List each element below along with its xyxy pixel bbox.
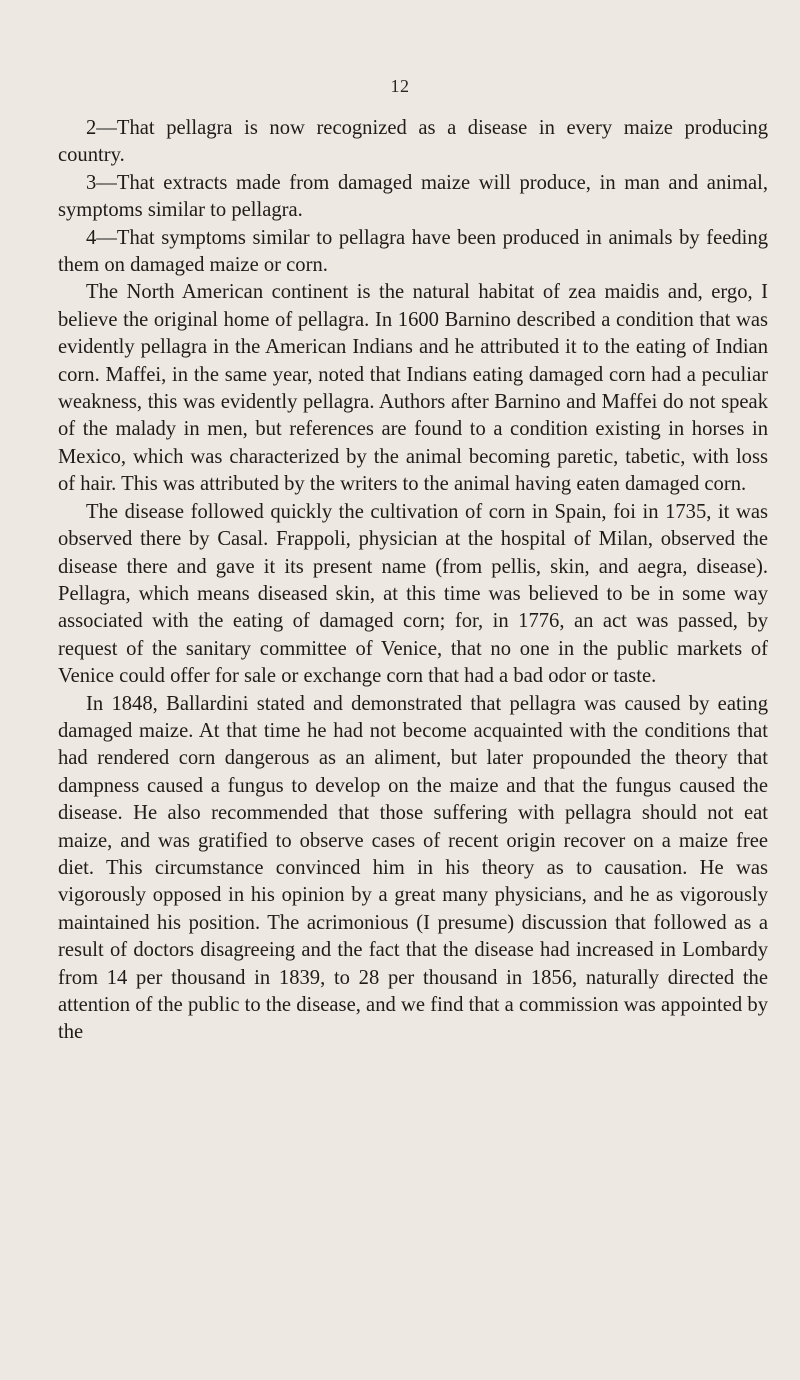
paragraph-ballardini: In 1848, Ballardini stated and demonstrated that pellagra was caused by eating damaged maize. At that time he had not become acquainted with the conditions that had rendered corn dangerous as an aliment, but later propounded the theory that dampness caused a fungus to develop on the maize and that the fungus caused the disease. He also recommended that those suffering with pellagra should not eat maize, and was gratified to observe cases of recent origin recover on a maize free diet. This circumstance convinced him in his theory as to causation. He was vigorously opposed in his opinion by a great many physicians, and he as vigorously maintained his position. The acrimonious (I presume) discussion that followed as a result of doctors disagreeing and the fact that the disease had increased in Lombardy from 14 per thousand in 1839, to 28 per thousand in 1856, naturally directed the attention of the public to the disease, and we find that a commission was appointed by the <box>58 692 768 1044</box>
paragraph-finding-4: 4—That symptoms similar to pellagra have been produced in animals by feeding them on damaged maize or corn. <box>58 226 768 277</box>
paragraph-finding-3: 3—That extracts made from damaged maize will produce, in man and animal, symptoms similar to pellagra. <box>58 171 768 222</box>
paragraph-north-america: The North American continent is the natural habitat of zea maidis and, ergo, I believe the original home of pellagra. In 1600 Barnino described a condition that was evidently pellagra in the American Indians and he attributed it to the eating of Indian corn. Maffei, in the same year, noted that Indians eating damaged corn had a peculiar weakness, this was evidently pellagra. Authors after Barnino and Maffei do not speak of the malady in men, but references are found to a condition existing in horses in Mexico, which was characterized by the animal becoming paretic, tabetic, with loss of hair. This was attributed by the writers to the animal having eaten damaged corn. <box>58 281 768 496</box>
page-number: 12 <box>390 76 410 96</box>
paragraph-spain: The disease followed quickly the cultivation of corn in Spain, foi in 1735, it was observed there by Casal. Frappoli, physician at the hospital of Milan, observed the disease there and gave it its present name (from pellis, skin, and aegra, disease). Pellagra, which means diseased skin, at this time was believed to be in some way associated with the eating of damaged corn; for, in 1776, an act was passed, by request of the sanitary committee of Venice, that no one in the public markets of Venice could offer for sale or exchange corn that had a bad odor or taste. <box>58 500 768 688</box>
body-text <box>58 115 768 1047</box>
paragraph-finding-2: 2—That pellagra is now recognized as a disease in every maize producing country. <box>58 117 768 167</box>
